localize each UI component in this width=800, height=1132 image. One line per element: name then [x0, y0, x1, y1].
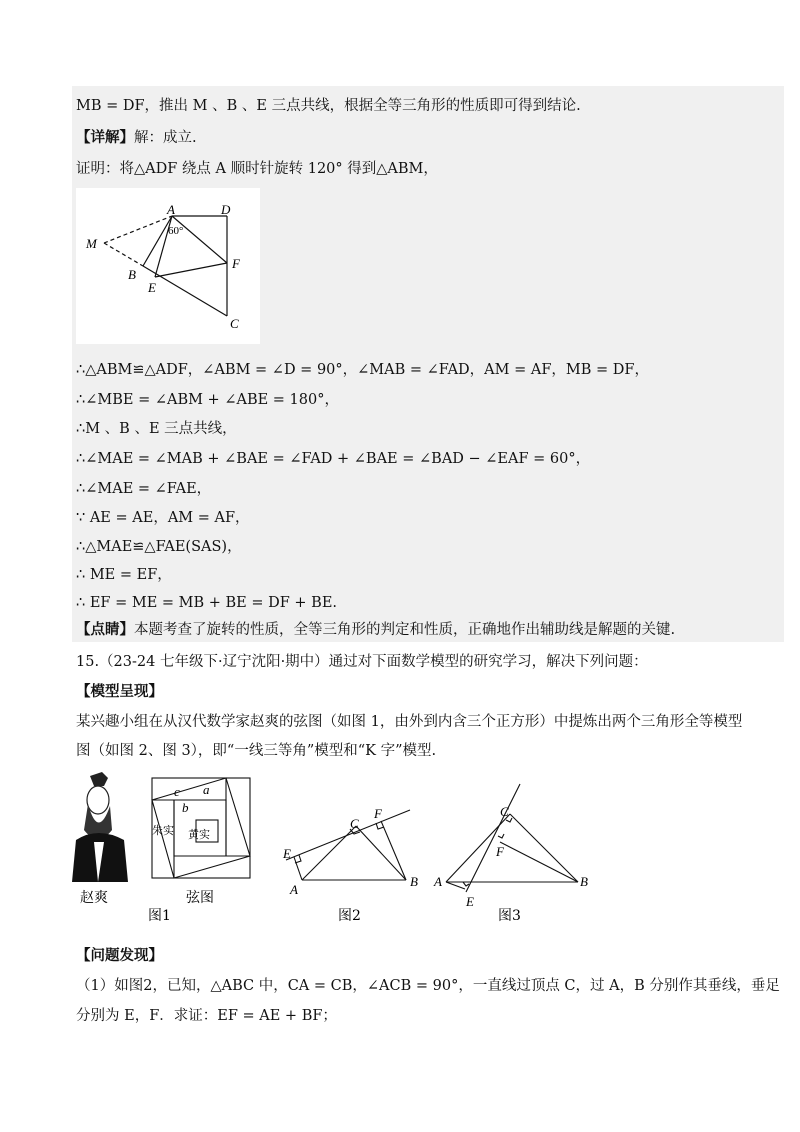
figure-3-drawing — [446, 784, 578, 892]
step-7: ∴△MAE≌△FAE(SAS)， — [76, 539, 242, 555]
xian-label-b: b — [182, 800, 189, 815]
zhao-shuang-portrait — [72, 772, 128, 882]
fig-label-A: A — [167, 202, 175, 217]
fig3-label-A: A — [434, 874, 442, 889]
xian-label-a: a — [203, 782, 210, 797]
comment-line — [76, 620, 675, 640]
detail-label: 【详解】 — [76, 129, 134, 146]
detail-line — [76, 128, 197, 148]
xian-label-zhu: 朱实 — [152, 824, 174, 837]
problem-header: 15.（23-24 七年级下·辽宁沈阳·期中）通过对下面数学模型的研究学习，解决下列问题： — [76, 654, 648, 670]
step-4: ∴∠MAE = ∠MAB + ∠BAE = ∠FAD + ∠BAE = ∠BAD − ∠EAF = 60°， — [76, 451, 591, 467]
fig-label-E: E — [148, 280, 156, 295]
model-text-1: 某兴趣小组在从汉代数学家赵爽的弦图（如图 1，由外到内含三个正方形）中提炼出两个三角形全等模型 — [76, 714, 743, 730]
step-9: ∴ EF = ME = MB + BE = DF + BE. — [76, 595, 338, 611]
fig2-label: 图2 — [338, 908, 361, 924]
figure-2-drawing — [286, 810, 410, 880]
question-1-line-2: 分别为 E，F．求证：EF = AE + BF； — [76, 1008, 337, 1024]
section-question: 【问题发现】 — [76, 947, 163, 964]
step-1: ∴△ABM≌△ADF，∠ABM = ∠D = 90°，∠MAB = ∠FAD，AM = AF，MB = DF， — [76, 362, 649, 378]
fig2-label-C: C — [350, 816, 359, 831]
solution-line-1: MB = DF，推出 M 、B 、E 三点共线，根据全等三角形的性质即可得到结论. — [76, 98, 581, 114]
fig-angle-label: 60° — [168, 225, 184, 237]
figures-svg — [68, 770, 608, 930]
xian-label-c: c — [174, 784, 180, 799]
fig2-label-F: F — [374, 806, 382, 821]
fig2-label-A: A — [290, 882, 298, 897]
fig2-label-E: E — [283, 846, 291, 861]
fig-label-B: B — [128, 267, 136, 282]
fig3-label-E: E — [466, 894, 474, 909]
xian-label-huang: 黄实 — [188, 828, 210, 841]
fig2-label-B: B — [410, 874, 418, 889]
model-text-2: 图（如图 2、图 3），即“一线三等角”模型和“K 字”模型. — [76, 743, 437, 759]
rotation-figure — [76, 188, 260, 344]
fig3-label-C: C — [500, 804, 509, 819]
detail-text: 解：成立. — [134, 130, 197, 146]
step-3: ∴M 、B 、E 三点共线， — [76, 421, 237, 437]
fig-label-F: F — [232, 256, 240, 271]
rotation-figure-svg — [76, 188, 260, 344]
fig3-label-F: F — [496, 844, 504, 859]
comment-label: 【点睛】 — [76, 621, 134, 638]
xian-caption: 弦图 — [186, 890, 214, 906]
step-8: ∴ ME = EF， — [76, 567, 172, 583]
fig-label-D: D — [221, 202, 231, 217]
step-6: ∵ AE = AE，AM = AF， — [76, 510, 250, 526]
fig-label-M: M — [86, 236, 97, 251]
fig-label-C: C — [230, 316, 239, 331]
fig3-label-B: B — [580, 874, 588, 889]
portrait-caption: 赵爽 — [80, 890, 108, 906]
question-1-line-1: （1）如图2，已知，△ABC 中，CA = CB，∠ACB = 90°，一直线过顶点 C，过 A，B 分别作其垂线，垂足 — [76, 978, 780, 994]
step-5: ∴∠MAE = ∠FAE， — [76, 481, 212, 497]
section-model: 【模型呈现】 — [76, 683, 163, 700]
comment-text: 本题考查了旋转的性质，全等三角形的判定和性质，正确地作出辅助线是解题的关键. — [134, 622, 676, 638]
step-2: ∴∠MBE = ∠ABM + ∠ABE = 180°， — [76, 392, 339, 408]
fig3-label: 图3 — [498, 908, 521, 924]
fig1-label: 图1 — [148, 908, 171, 924]
figures-row — [68, 770, 608, 930]
proof-intro: 证明：将△ADF 绕点 A 顺时针旋转 120° 得到△ABM， — [76, 161, 438, 177]
